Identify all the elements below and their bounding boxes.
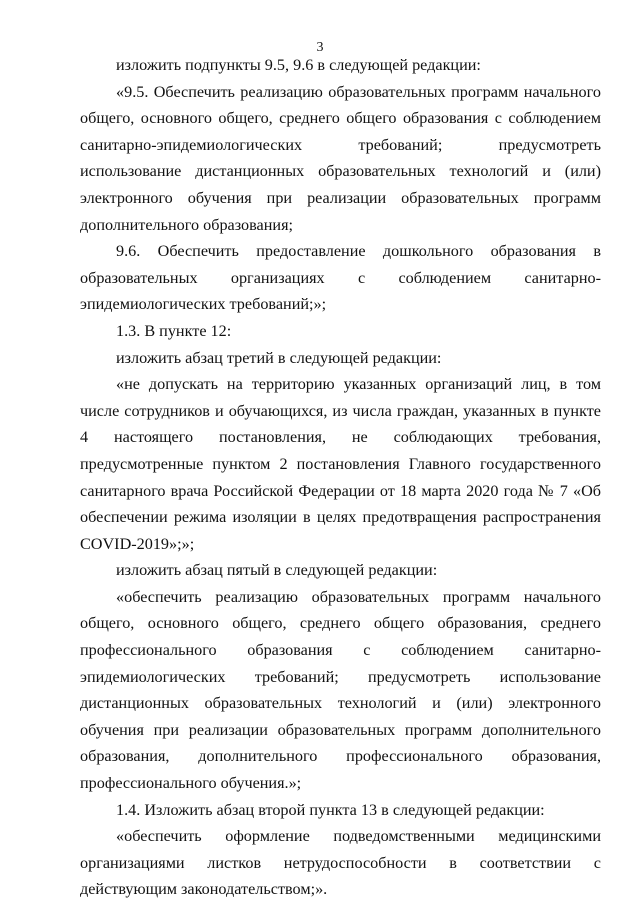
paragraph-item-9-6: 9.6. Обеспечить предоставление дошкольного образования в образовательных организациях с соблюдением санитарно-эпидемиологических требований;»;: [80, 242, 601, 314]
paragraph-intro-third-clause: изложить абзац третий в следующей редакции:: [116, 348, 442, 367]
paragraph-intro-fifth-clause: изложить абзац пятый в следующей редакции:: [116, 561, 438, 580]
paragraph-item-9-5: «9.5. Обеспечить реализацию образовательных программ начального общего, основного общего, среднего общего образования с соблюдением санитарно-эпидемиологических требований; предусмотреть использование дистанционных образовательных технологий и (или) электронного обучения при реализации образовательных программ дополнительного образования;: [80, 82, 601, 234]
paragraph-intro-9-5-9-6: изложить подпункты 9.5, 9.6 в следующей редакции:: [116, 56, 481, 74]
paragraph-item-1-3: 1.3. В пункте 12:: [116, 321, 232, 340]
paragraph-item-1-4: 1.4. Изложить абзац второй пункта 13 в следующей редакции:: [116, 800, 545, 819]
paragraph-third-clause-text: «не допускать на территорию указанных организаций лиц, в том числе сотрудников и обучающихся, из числа граждан, указанных в пункте 4 настоящего постановления, не соблюдающих требования, предусмотренные пунктом 2 постановления Главного государственного санитарного врача Российской Федерации от 18 марта 2020 года № 7 «Об обеспечении режима изоляции в целях предотвращения распространения COVID-2019»;»;: [80, 375, 601, 553]
paragraph-clause-13-text: «обеспечить оформление подведомственными медицинскими организациями листков нетрудоспособности в соответствии с действующим законодательством;».: [80, 827, 601, 899]
document-body: [80, 52, 601, 903]
paragraph-fifth-clause-text: «обеспечить реализацию образовательных программ начального общего, основного общего, среднего общего образования, среднего профессионального образования с соблюдением санитарно-эпидемиологических требований; предусмотреть использование дистанционных образовательных технологий и (или) электронного обучения при реализации образовательных программ дополнительного образования, дополнительного профессионального образования, профессионального обучения.»;: [80, 587, 601, 793]
page-number: 3: [316, 40, 324, 55]
